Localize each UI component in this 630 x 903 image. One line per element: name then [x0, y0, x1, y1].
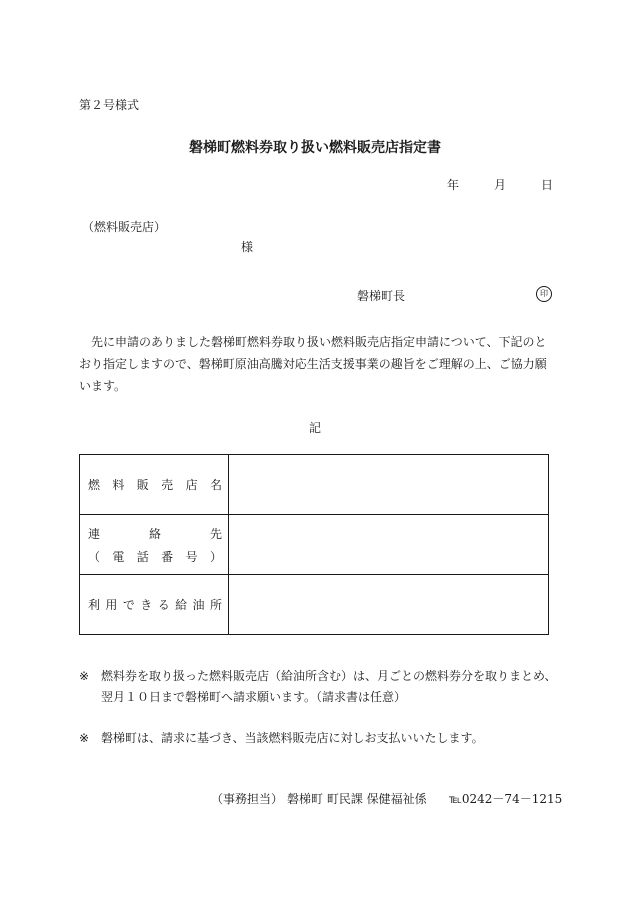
date-year-label: 年	[447, 178, 460, 192]
label-char: で	[122, 598, 135, 612]
label-char: 用	[105, 598, 118, 612]
label-char: 販	[136, 478, 149, 492]
contact-tel: ℡0242－74－1215	[449, 792, 563, 806]
label-char: 給	[175, 598, 188, 612]
label-char: 番	[161, 549, 174, 564]
label-gas-station	[80, 575, 229, 635]
value-store-name[interactable]	[229, 455, 549, 515]
label-char: 利	[88, 598, 101, 612]
addressee-label: （燃料販売店）	[82, 220, 167, 234]
label-char: ）	[209, 549, 222, 564]
ki-heading: 記	[308, 421, 321, 435]
label-char: る	[157, 598, 170, 612]
note-2-text: 磐梯町は、請求に基づき、当該燃料販売店に対しお支払いいたします。	[101, 731, 484, 745]
label-char: 所	[209, 598, 222, 612]
label-char: 売	[161, 478, 174, 492]
info-table	[79, 454, 549, 635]
value-contact[interactable]	[229, 515, 549, 575]
label-char: 油	[192, 598, 205, 612]
label-char: 料	[112, 478, 125, 492]
note-2	[79, 728, 484, 749]
form-number: 第２号様式	[79, 98, 140, 112]
note-mark: ※	[79, 731, 90, 745]
date-day-label: 日	[541, 178, 554, 192]
issuer: 磐梯町長	[357, 289, 406, 303]
label-char: き	[140, 598, 153, 612]
label-char: 先	[209, 526, 222, 541]
table-row	[80, 575, 549, 635]
label-char: 名	[209, 478, 222, 492]
document-title: 磐梯町燃料券取り扱い燃料販売店指定書	[189, 140, 441, 156]
note-1	[79, 666, 557, 708]
label-char: 号	[185, 549, 198, 564]
seal-mark: 印	[536, 286, 552, 302]
note-mark: ※	[79, 669, 90, 683]
contact-label: （事務担当）	[211, 792, 284, 806]
label-char: 電	[112, 549, 125, 564]
label-char: 絡	[148, 526, 161, 541]
label-char: （	[88, 549, 101, 564]
label-char: 燃	[88, 478, 101, 492]
contact-office: 磐梯町 町民課 保健福祉係	[287, 792, 427, 806]
label-char: 店	[185, 478, 198, 492]
label-char: 話	[136, 549, 149, 564]
body-paragraph: 先に申請のありました磐梯町燃料券取り扱い燃料販売店指定申請について、下記のとおり指定しますので、磐梯町原油高騰対応生活支援事業の趣旨をご理解の上、ご協力願います。	[79, 335, 547, 393]
note-1-line-1: 燃料券を取り扱った燃料販売店（給油所含む）は、月ごとの燃料券分を取りまとめ、	[101, 669, 557, 683]
table-row	[80, 515, 549, 575]
value-gas-station[interactable]	[229, 575, 549, 635]
note-1-line-2: 翌月１０日まで磐梯町へ請求願います。（請求書は任意）	[101, 690, 407, 704]
table-row	[80, 455, 549, 515]
label-store-name	[80, 455, 229, 515]
honorific: 様	[241, 240, 254, 254]
label-contact	[80, 515, 229, 575]
date-month-label: 月	[494, 178, 507, 192]
label-char: 連	[88, 526, 101, 541]
